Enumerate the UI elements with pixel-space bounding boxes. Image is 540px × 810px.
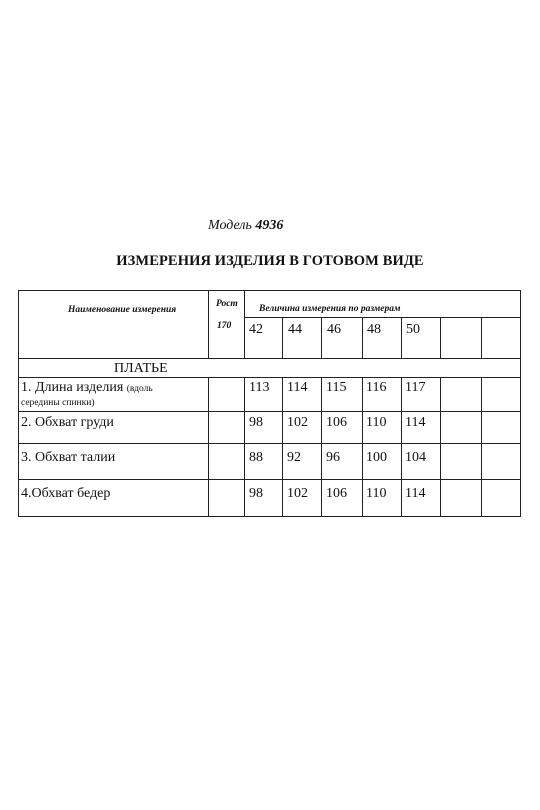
table-rule — [18, 358, 521, 359]
model-label: Модель — [208, 218, 252, 233]
table-border-top — [18, 290, 521, 291]
table-rule — [208, 377, 209, 517]
table-rule — [18, 479, 521, 480]
cell-value: 110 — [366, 486, 387, 501]
cell-value: 113 — [249, 380, 270, 395]
cell-value: 98 — [249, 415, 263, 430]
table-rule — [18, 411, 521, 412]
cell-value: 102 — [287, 486, 308, 501]
table-rule — [244, 290, 245, 358]
column-header-height: Рост — [216, 299, 238, 309]
table-rule — [481, 377, 482, 517]
table-rule — [18, 377, 521, 378]
table-rule — [244, 317, 521, 318]
table-rule — [244, 377, 245, 517]
cell-value: 114 — [405, 486, 426, 501]
table-rule — [362, 317, 363, 358]
cell-value: 100 — [366, 450, 387, 465]
cell-value: 114 — [287, 380, 308, 395]
row-name: 3. Обхват талии — [21, 450, 116, 465]
table-rule — [18, 443, 521, 444]
page-heading: ИЗМЕРЕНИЯ ИЗДЕЛИЯ В ГОТОВОМ ВИДЕ — [116, 253, 424, 269]
table-rule — [362, 377, 363, 517]
size-46: 46 — [327, 322, 341, 337]
table-rule — [481, 317, 482, 358]
cell-value: 115 — [326, 380, 347, 395]
row-name — [21, 381, 153, 395]
cell-value: 110 — [366, 415, 387, 430]
cell-value: 96 — [326, 450, 340, 465]
size-42: 42 — [249, 322, 263, 337]
cell-value: 114 — [405, 415, 426, 430]
table-rule — [321, 317, 322, 358]
height-value: 170 — [217, 321, 232, 331]
table-border-left — [18, 290, 19, 517]
row-name: 2. Обхват груди — [21, 415, 114, 430]
cell-value: 88 — [249, 450, 263, 465]
table-rule — [440, 317, 441, 358]
cell-value: 98 — [249, 486, 263, 501]
cell-value: 116 — [366, 380, 387, 395]
cell-value: 106 — [326, 486, 347, 501]
table-rule — [208, 290, 209, 358]
model-number: 4936 — [255, 218, 284, 233]
table-rule — [440, 377, 441, 517]
size-44: 44 — [288, 322, 302, 337]
cell-value: 106 — [326, 415, 347, 430]
cell-value: 104 — [405, 450, 426, 465]
cell-value: 102 — [287, 415, 308, 430]
table-rule — [282, 377, 283, 517]
section-label: ПЛАТЬЕ — [114, 361, 168, 376]
size-50: 50 — [406, 322, 420, 337]
row-name: 4.Обхват бедер — [21, 486, 111, 501]
row-name-main: 1. Длина изделия — [21, 380, 124, 395]
column-header-sizes: Величина измерения по размерам — [259, 304, 401, 314]
table-border-right — [520, 290, 521, 517]
row-name-note: (вдоль — [126, 384, 153, 394]
size-48: 48 — [367, 322, 381, 337]
table-rule — [321, 377, 322, 517]
table-rule — [282, 317, 283, 358]
column-header-name: Наименование измерения — [68, 305, 177, 315]
model-title — [208, 218, 283, 234]
cell-value: 92 — [287, 450, 301, 465]
measurements-table — [18, 290, 521, 517]
table-rule — [401, 317, 402, 358]
cell-value: 117 — [405, 380, 426, 395]
table-rule — [401, 377, 402, 517]
row-name-note-cont: середины спинки) — [21, 398, 95, 408]
table-border-bottom — [18, 516, 521, 517]
